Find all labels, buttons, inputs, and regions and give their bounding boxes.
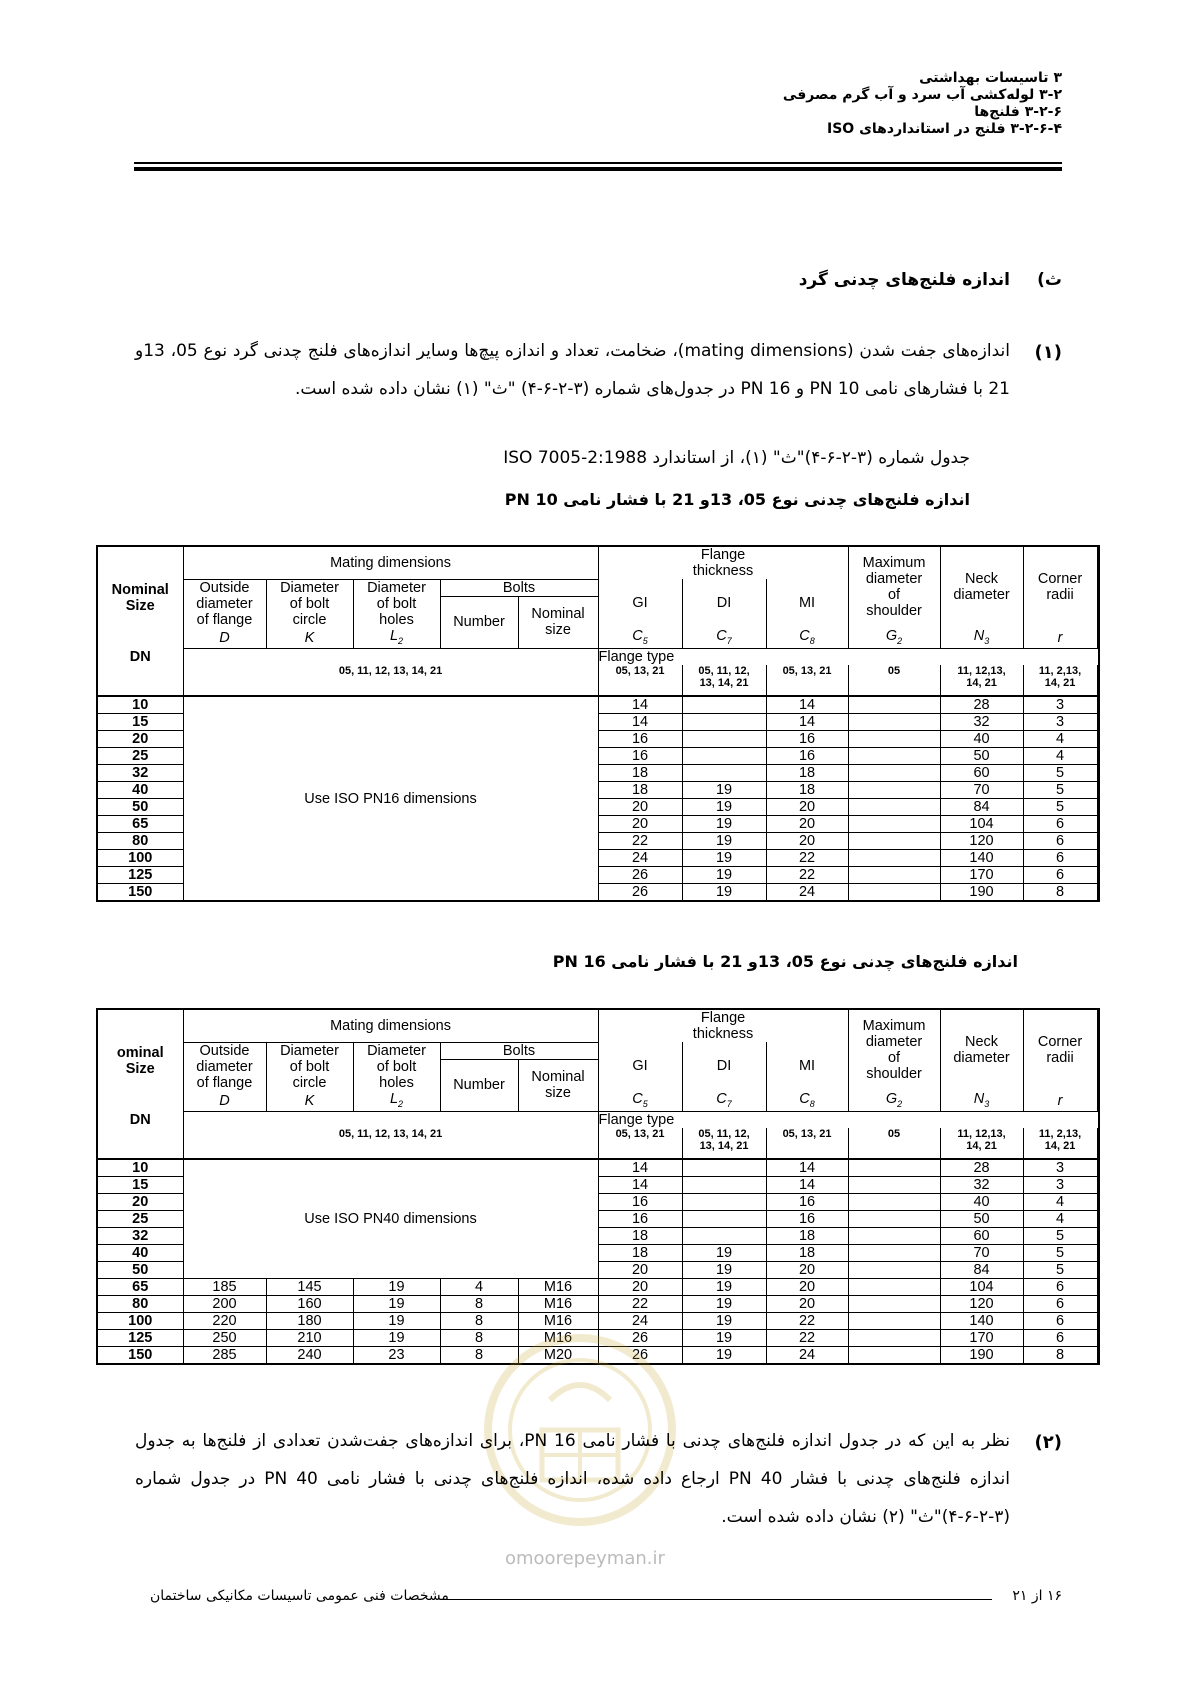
flange-type-r: 11, 2,13, 14, 21 — [1023, 1128, 1097, 1159]
mi-cell: 18 — [766, 1245, 848, 1262]
flange-type-di: 05, 11, 12, 13, 14, 21 — [682, 665, 766, 696]
para2-text: نظر به این که در جدول اندازه فلنج‌های چدنی با فشار نامی PN 16، برای اندازه‌های جفت‌شدن تعدادی از فلنج‌ها به جدول اندازه فلنج‌های چدنی با فشار PN 40 ارجاع داده شده، اندازه فلنج‌های چدنی با فشار نامی PN 40 در جدول شماره (۳-۲-۶-۴)"ث" (۲) نشان داده شده است. — [135, 1431, 1010, 1527]
para2-mark: (۲) — [1034, 1432, 1062, 1453]
dn-cell: 15 — [97, 714, 183, 731]
dn-cell: 32 — [97, 765, 183, 782]
gi-cell: 26 — [598, 884, 682, 902]
dn-cell: 40 — [97, 782, 183, 799]
di-header: DI — [682, 1042, 766, 1091]
mi-cell: 20 — [766, 816, 848, 833]
shoulder-cell — [848, 1177, 940, 1194]
outside-cell: 200 — [183, 1296, 266, 1313]
bolt-size-cell: M16 — [518, 1330, 598, 1347]
gi-cell: 26 — [598, 1347, 682, 1365]
flange-type-label: Flange type — [598, 1112, 1097, 1129]
di-cell: 19 — [682, 1313, 766, 1330]
flange-type-mating: 05, 11, 12, 13, 14, 21 — [183, 1128, 598, 1159]
di-cell — [682, 1177, 766, 1194]
shoulder-cell — [848, 714, 940, 731]
table1-body — [97, 696, 1099, 901]
neck-cell: 70 — [940, 782, 1023, 799]
corner-radii-header: Corner radii — [1023, 546, 1097, 628]
neck-cell: 84 — [940, 799, 1023, 816]
flange-type-mi: 05, 13, 21 — [766, 665, 848, 696]
bolt-holes-cell: 23 — [353, 1347, 440, 1365]
di-cell — [682, 696, 766, 714]
radii-cell: 5 — [1023, 799, 1097, 816]
mi-cell: 22 — [766, 1313, 848, 1330]
radii-cell: 5 — [1023, 1228, 1097, 1245]
dn-cell: 100 — [97, 850, 183, 867]
flange-table-pn16 — [96, 1008, 1100, 1365]
radii-cell: 6 — [1023, 816, 1097, 833]
flange-type-spacer — [183, 649, 598, 666]
mi-cell: 14 — [766, 696, 848, 714]
dn-header: DN — [97, 1112, 183, 1160]
di-cell: 19 — [682, 816, 766, 833]
bolt-circle-header: Diameter of bolt circle — [266, 579, 353, 628]
gi-cell: 16 — [598, 1211, 682, 1228]
header-line-2: ۳-۲ لوله‌کشی آب سرد و آب گرم مصرفی — [782, 87, 1062, 103]
mi-cell: 18 — [766, 782, 848, 799]
gi-header: GI — [598, 1042, 682, 1091]
neck-cell: 140 — [940, 1313, 1023, 1330]
neck-cell: 32 — [940, 1177, 1023, 1194]
shoulder-cell — [848, 1228, 940, 1245]
di-cell — [682, 731, 766, 748]
symbol-r: r — [1023, 1091, 1097, 1112]
dn-cell: 10 — [97, 696, 183, 714]
mi-cell: 14 — [766, 1159, 848, 1177]
shoulder-cell — [848, 1194, 940, 1211]
dn-cell: 65 — [97, 816, 183, 833]
gi-cell: 14 — [598, 1177, 682, 1194]
watermark-text: omoorepeyman.ir — [505, 1548, 665, 1569]
symbol-c8: $C_8$ — [766, 1091, 848, 1112]
neck-cell: 32 — [940, 714, 1023, 731]
max-shoulder-header: Maximum diameter of shoulder — [848, 1009, 940, 1091]
di-cell — [682, 1159, 766, 1177]
neck-cell: 28 — [940, 1159, 1023, 1177]
di-cell — [682, 765, 766, 782]
header-rule-thin — [134, 162, 1062, 164]
radii-cell: 6 — [1023, 867, 1097, 884]
flange-type-gi: 05, 13, 21 — [598, 1128, 682, 1159]
symbol-d: D — [183, 1091, 266, 1112]
di-header: DI — [682, 579, 766, 628]
neck-cell: 170 — [940, 867, 1023, 884]
bolt-circle-header: Diameter of bolt circle — [266, 1042, 353, 1091]
neck-cell: 140 — [940, 850, 1023, 867]
symbol-g2: $G_2$ — [848, 628, 940, 649]
gi-cell: 18 — [598, 765, 682, 782]
symbol-r: r — [1023, 628, 1097, 649]
radii-cell: 4 — [1023, 1211, 1097, 1228]
shoulder-cell — [848, 816, 940, 833]
neck-cell: 104 — [940, 816, 1023, 833]
mi-cell: 24 — [766, 1347, 848, 1365]
flange-type-spacer — [183, 1112, 598, 1129]
bolt-holes-cell: 19 — [353, 1279, 440, 1296]
dn-cell: 20 — [97, 731, 183, 748]
gi-cell: 16 — [598, 748, 682, 765]
mi-cell: 14 — [766, 1177, 848, 1194]
dn-header: DN — [97, 649, 183, 697]
mi-cell: 18 — [766, 765, 848, 782]
bolt-nominal-size-header: Nominal size — [518, 1059, 598, 1112]
mi-cell: 22 — [766, 867, 848, 884]
shoulder-cell — [848, 867, 940, 884]
dn-cell: 50 — [97, 1262, 183, 1279]
dn-cell: 80 — [97, 1296, 183, 1313]
symbol-d: D — [183, 628, 266, 649]
neck-cell: 50 — [940, 1211, 1023, 1228]
radii-cell: 3 — [1023, 1177, 1097, 1194]
mi-cell: 24 — [766, 884, 848, 902]
neck-cell: 120 — [940, 833, 1023, 850]
shoulder-cell — [848, 833, 940, 850]
symbol-c5: $C_5$ — [598, 628, 682, 649]
di-cell: 19 — [682, 1330, 766, 1347]
symbol-c8: $C_8$ — [766, 628, 848, 649]
flange-type-di: 05, 11, 12, 13, 14, 21 — [682, 1128, 766, 1159]
flange-type-g: 05 — [848, 1128, 940, 1159]
neck-cell: 28 — [940, 696, 1023, 714]
neck-cell: 190 — [940, 884, 1023, 902]
header-line-4: ۳-۲-۶-۴ فلنج در استانداردهای ISO — [827, 121, 1062, 137]
neck-cell: 40 — [940, 1194, 1023, 1211]
flange-type-g: 05 — [848, 665, 940, 696]
table-caption: جدول شماره (۳-۲-۶-۴)"ث" (۱)، از استاندارد ISO 7005-2:1988 — [503, 448, 970, 468]
flange-type-label: Flange type — [598, 649, 1097, 666]
para1-text: اندازه‌های جفت شدن (mating dimensions)، ضخامت، تعداد و اندازه پیچ‌ها وسایر اندازه‌های فلنج چدنی گرد نوع 05، 13و 21 با فشارهای نامی PN 10 و PN 16 در جدول‌های شماره (۳-۲-۶-۴) "ث" (۱) نشان داده شده است. — [135, 341, 1010, 399]
outside-cell: 185 — [183, 1279, 266, 1296]
di-cell: 19 — [682, 799, 766, 816]
mating-dimensions-header: Mating dimensions — [183, 1009, 598, 1042]
merged-note-cell: Use ISO PN40 dimensions — [183, 1159, 598, 1279]
di-cell: 19 — [682, 1296, 766, 1313]
number-header: Number — [440, 1059, 518, 1112]
gi-cell: 18 — [598, 1228, 682, 1245]
corner-radii-header: Corner radii — [1023, 1009, 1097, 1091]
outside-cell: 220 — [183, 1313, 266, 1330]
dn-cell: 20 — [97, 1194, 183, 1211]
gi-cell: 18 — [598, 782, 682, 799]
di-cell: 19 — [682, 782, 766, 799]
di-cell: 19 — [682, 850, 766, 867]
page-number: ۱۶ از ۲۱ — [1012, 1588, 1062, 1604]
section-mark: ث) — [1037, 270, 1062, 290]
shoulder-cell — [848, 731, 940, 748]
dn-cell: 150 — [97, 884, 183, 902]
flange-type-mating: 05, 11, 12, 13, 14, 21 — [183, 665, 598, 696]
dn-cell: 65 — [97, 1279, 183, 1296]
gi-cell: 24 — [598, 1313, 682, 1330]
shoulder-cell — [848, 850, 940, 867]
bolt-holes-cell: 19 — [353, 1313, 440, 1330]
table1-title: اندازه فلنج‌های چدنی نوع 05، 13و 21 با فشار نامی PN 10 — [504, 490, 970, 509]
shoulder-cell — [848, 765, 940, 782]
gi-cell: 20 — [598, 1279, 682, 1296]
dn-cell: 10 — [97, 1159, 183, 1177]
symbol-l2: $L_2$ — [353, 628, 440, 649]
gi-cell: 20 — [598, 799, 682, 816]
symbol-c5: $C_5$ — [598, 1091, 682, 1112]
di-cell — [682, 748, 766, 765]
radii-cell: 6 — [1023, 1330, 1097, 1347]
mi-cell: 20 — [766, 1279, 848, 1296]
radii-cell: 5 — [1023, 1245, 1097, 1262]
dn-cell: 125 — [97, 1330, 183, 1347]
radii-cell: 4 — [1023, 731, 1097, 748]
bolt-size-cell: M16 — [518, 1313, 598, 1330]
bolt-holes-cell: 19 — [353, 1296, 440, 1313]
mi-cell: 18 — [766, 1228, 848, 1245]
neck-cell: 84 — [940, 1262, 1023, 1279]
gi-cell: 14 — [598, 714, 682, 731]
mi-cell: 22 — [766, 850, 848, 867]
nominal-size-header: ominal Size — [97, 1009, 183, 1112]
nominal-size-header: Nominal Size — [97, 546, 183, 649]
table2-title: اندازه فلنج‌های چدنی نوع 05، 13و 21 با فشار نامی PN 16 — [552, 952, 1018, 971]
table-row — [97, 696, 1099, 714]
flange-table-pn10 — [96, 545, 1100, 902]
dn-cell: 80 — [97, 833, 183, 850]
symbol-g2: $G_2$ — [848, 1091, 940, 1112]
bolt-holes-header: Diameter of bolt holes — [353, 1042, 440, 1091]
symbol-c7: $C_7$ — [682, 628, 766, 649]
mi-cell: 16 — [766, 1194, 848, 1211]
bolt-number-cell: 8 — [440, 1313, 518, 1330]
symbol-k: K — [266, 628, 353, 649]
radii-cell: 5 — [1023, 1262, 1097, 1279]
outside-cell: 250 — [183, 1330, 266, 1347]
mating-dimensions-header: Mating dimensions — [183, 546, 598, 579]
bolt-circle-cell: 160 — [266, 1296, 353, 1313]
table-row — [97, 1313, 1099, 1330]
dn-cell: 50 — [97, 799, 183, 816]
footer-rule — [440, 1599, 992, 1600]
neck-cell: 104 — [940, 1279, 1023, 1296]
bolt-circle-cell: 210 — [266, 1330, 353, 1347]
header-line-3: ۳-۲-۶ فلنج‌ها — [974, 104, 1062, 120]
shoulder-cell — [848, 799, 940, 816]
dn-cell: 25 — [97, 1211, 183, 1228]
radii-cell: 6 — [1023, 1313, 1097, 1330]
gi-cell: 20 — [598, 816, 682, 833]
neck-diameter-header: Neck diameter — [940, 1009, 1023, 1091]
shoulder-cell — [848, 1159, 940, 1177]
flange-thickness-header: Flange thickness — [598, 1009, 848, 1042]
bolt-number-cell: 8 — [440, 1330, 518, 1347]
shoulder-cell — [848, 1347, 940, 1365]
radii-cell: 4 — [1023, 1194, 1097, 1211]
mi-cell: 20 — [766, 833, 848, 850]
mi-cell: 20 — [766, 799, 848, 816]
dn-cell: 15 — [97, 1177, 183, 1194]
neck-cell: 190 — [940, 1347, 1023, 1365]
shoulder-cell — [848, 1279, 940, 1296]
di-cell: 19 — [682, 1245, 766, 1262]
dn-cell: 100 — [97, 1313, 183, 1330]
shoulder-cell — [848, 748, 940, 765]
radii-cell: 3 — [1023, 714, 1097, 731]
flange-type-n: 11, 12,13, 14, 21 — [940, 1128, 1023, 1159]
mi-cell: 16 — [766, 1211, 848, 1228]
merged-note-cell: Use ISO PN16 dimensions — [183, 696, 598, 901]
mi-cell: 20 — [766, 1262, 848, 1279]
flange-type-n: 11, 12,13, 14, 21 — [940, 665, 1023, 696]
bolt-number-cell: 4 — [440, 1279, 518, 1296]
bolt-circle-cell: 145 — [266, 1279, 353, 1296]
bolt-size-cell: M16 — [518, 1279, 598, 1296]
bolts-header: Bolts — [440, 1042, 598, 1059]
dn-cell: 40 — [97, 1245, 183, 1262]
radii-cell: 3 — [1023, 696, 1097, 714]
symbol-n3: $N_3$ — [940, 1091, 1023, 1112]
shoulder-cell — [848, 696, 940, 714]
flange-type-gi: 05, 13, 21 — [598, 665, 682, 696]
di-cell: 19 — [682, 1262, 766, 1279]
neck-cell: 70 — [940, 1245, 1023, 1262]
radii-cell: 5 — [1023, 765, 1097, 782]
radii-cell: 6 — [1023, 1296, 1097, 1313]
gi-cell: 14 — [598, 1159, 682, 1177]
bolt-number-cell: 8 — [440, 1296, 518, 1313]
gi-cell: 26 — [598, 867, 682, 884]
gi-cell: 22 — [598, 833, 682, 850]
dn-cell: 25 — [97, 748, 183, 765]
mi-header: MI — [766, 579, 848, 628]
di-cell: 19 — [682, 867, 766, 884]
symbol-l2: $L_2$ — [353, 1091, 440, 1112]
shoulder-cell — [848, 1313, 940, 1330]
bolt-nominal-size-header: Nominal size — [518, 596, 598, 649]
gi-header: GI — [598, 579, 682, 628]
radii-cell: 8 — [1023, 884, 1097, 902]
gi-cell: 20 — [598, 1262, 682, 1279]
radii-cell: 3 — [1023, 1159, 1097, 1177]
shoulder-cell — [848, 782, 940, 799]
shoulder-cell — [848, 1245, 940, 1262]
max-shoulder-header: Maximum diameter of shoulder — [848, 546, 940, 628]
di-cell — [682, 1194, 766, 1211]
mi-cell: 16 — [766, 748, 848, 765]
table-row — [97, 1296, 1099, 1313]
radii-cell: 6 — [1023, 1279, 1097, 1296]
mi-cell: 14 — [766, 714, 848, 731]
di-cell: 19 — [682, 833, 766, 850]
radii-cell: 8 — [1023, 1347, 1097, 1365]
mi-cell: 22 — [766, 1330, 848, 1347]
gi-cell: 16 — [598, 731, 682, 748]
table-row — [97, 1279, 1099, 1296]
header-line-1: ۳ تاسیسات بهداشتی — [919, 70, 1062, 86]
flange-type-r: 11, 2,13, 14, 21 — [1023, 665, 1097, 696]
radii-cell: 6 — [1023, 833, 1097, 850]
dn-cell: 32 — [97, 1228, 183, 1245]
bolt-number-cell: 8 — [440, 1347, 518, 1365]
shoulder-cell — [848, 1262, 940, 1279]
gi-cell: 14 — [598, 696, 682, 714]
gi-cell: 26 — [598, 1330, 682, 1347]
radii-cell: 5 — [1023, 782, 1097, 799]
di-cell: 19 — [682, 1279, 766, 1296]
flange-thickness-header: Flange thickness — [598, 546, 848, 579]
neck-cell: 50 — [940, 748, 1023, 765]
shoulder-cell — [848, 1330, 940, 1347]
dn-cell: 125 — [97, 867, 183, 884]
mi-header: MI — [766, 1042, 848, 1091]
gi-cell: 24 — [598, 850, 682, 867]
outside-diameter-header: Outside diameter of flange — [183, 579, 266, 628]
di-cell — [682, 1211, 766, 1228]
gi-cell: 18 — [598, 1245, 682, 1262]
gi-cell: 16 — [598, 1194, 682, 1211]
di-cell: 19 — [682, 884, 766, 902]
neck-cell: 40 — [940, 731, 1023, 748]
section-title: اندازه فلنج‌های چدنی گرد — [798, 270, 1010, 290]
bolt-size-cell: M16 — [518, 1296, 598, 1313]
outside-diameter-header: Outside diameter of flange — [183, 1042, 266, 1091]
shoulder-cell — [848, 884, 940, 902]
page-footer — [150, 1588, 1062, 1608]
neck-cell: 60 — [940, 1228, 1023, 1245]
bolt-size-cell: M20 — [518, 1347, 598, 1365]
bolts-header: Bolts — [440, 579, 598, 596]
bolt-circle-cell: 180 — [266, 1313, 353, 1330]
page-header — [783, 70, 1062, 138]
header-rule-thick — [134, 167, 1062, 171]
shoulder-cell — [848, 1296, 940, 1313]
neck-cell: 120 — [940, 1296, 1023, 1313]
symbol-k: K — [266, 1091, 353, 1112]
para1-mark: (۱) — [1034, 342, 1062, 363]
mi-cell: 20 — [766, 1296, 848, 1313]
mi-cell: 16 — [766, 731, 848, 748]
dn-cell: 150 — [97, 1347, 183, 1365]
di-cell — [682, 714, 766, 731]
bolt-holes-cell: 19 — [353, 1330, 440, 1347]
radii-cell: 6 — [1023, 850, 1097, 867]
number-header: Number — [440, 596, 518, 649]
di-cell: 19 — [682, 1347, 766, 1365]
neck-cell: 170 — [940, 1330, 1023, 1347]
gi-cell: 22 — [598, 1296, 682, 1313]
flange-type-mi: 05, 13, 21 — [766, 1128, 848, 1159]
di-cell — [682, 1228, 766, 1245]
neck-cell: 60 — [940, 765, 1023, 782]
outside-cell: 285 — [183, 1347, 266, 1365]
book-title: مشخصات فنی عمومی تاسیسات مکانیکی ساختمان — [150, 1588, 449, 1604]
shoulder-cell — [848, 1211, 940, 1228]
bolt-holes-header: Diameter of bolt holes — [353, 579, 440, 628]
symbol-n3: $N_3$ — [940, 628, 1023, 649]
symbol-c7: $C_7$ — [682, 1091, 766, 1112]
table-row — [97, 1159, 1099, 1177]
bolt-circle-cell: 240 — [266, 1347, 353, 1365]
radii-cell: 4 — [1023, 748, 1097, 765]
neck-diameter-header: Neck diameter — [940, 546, 1023, 628]
